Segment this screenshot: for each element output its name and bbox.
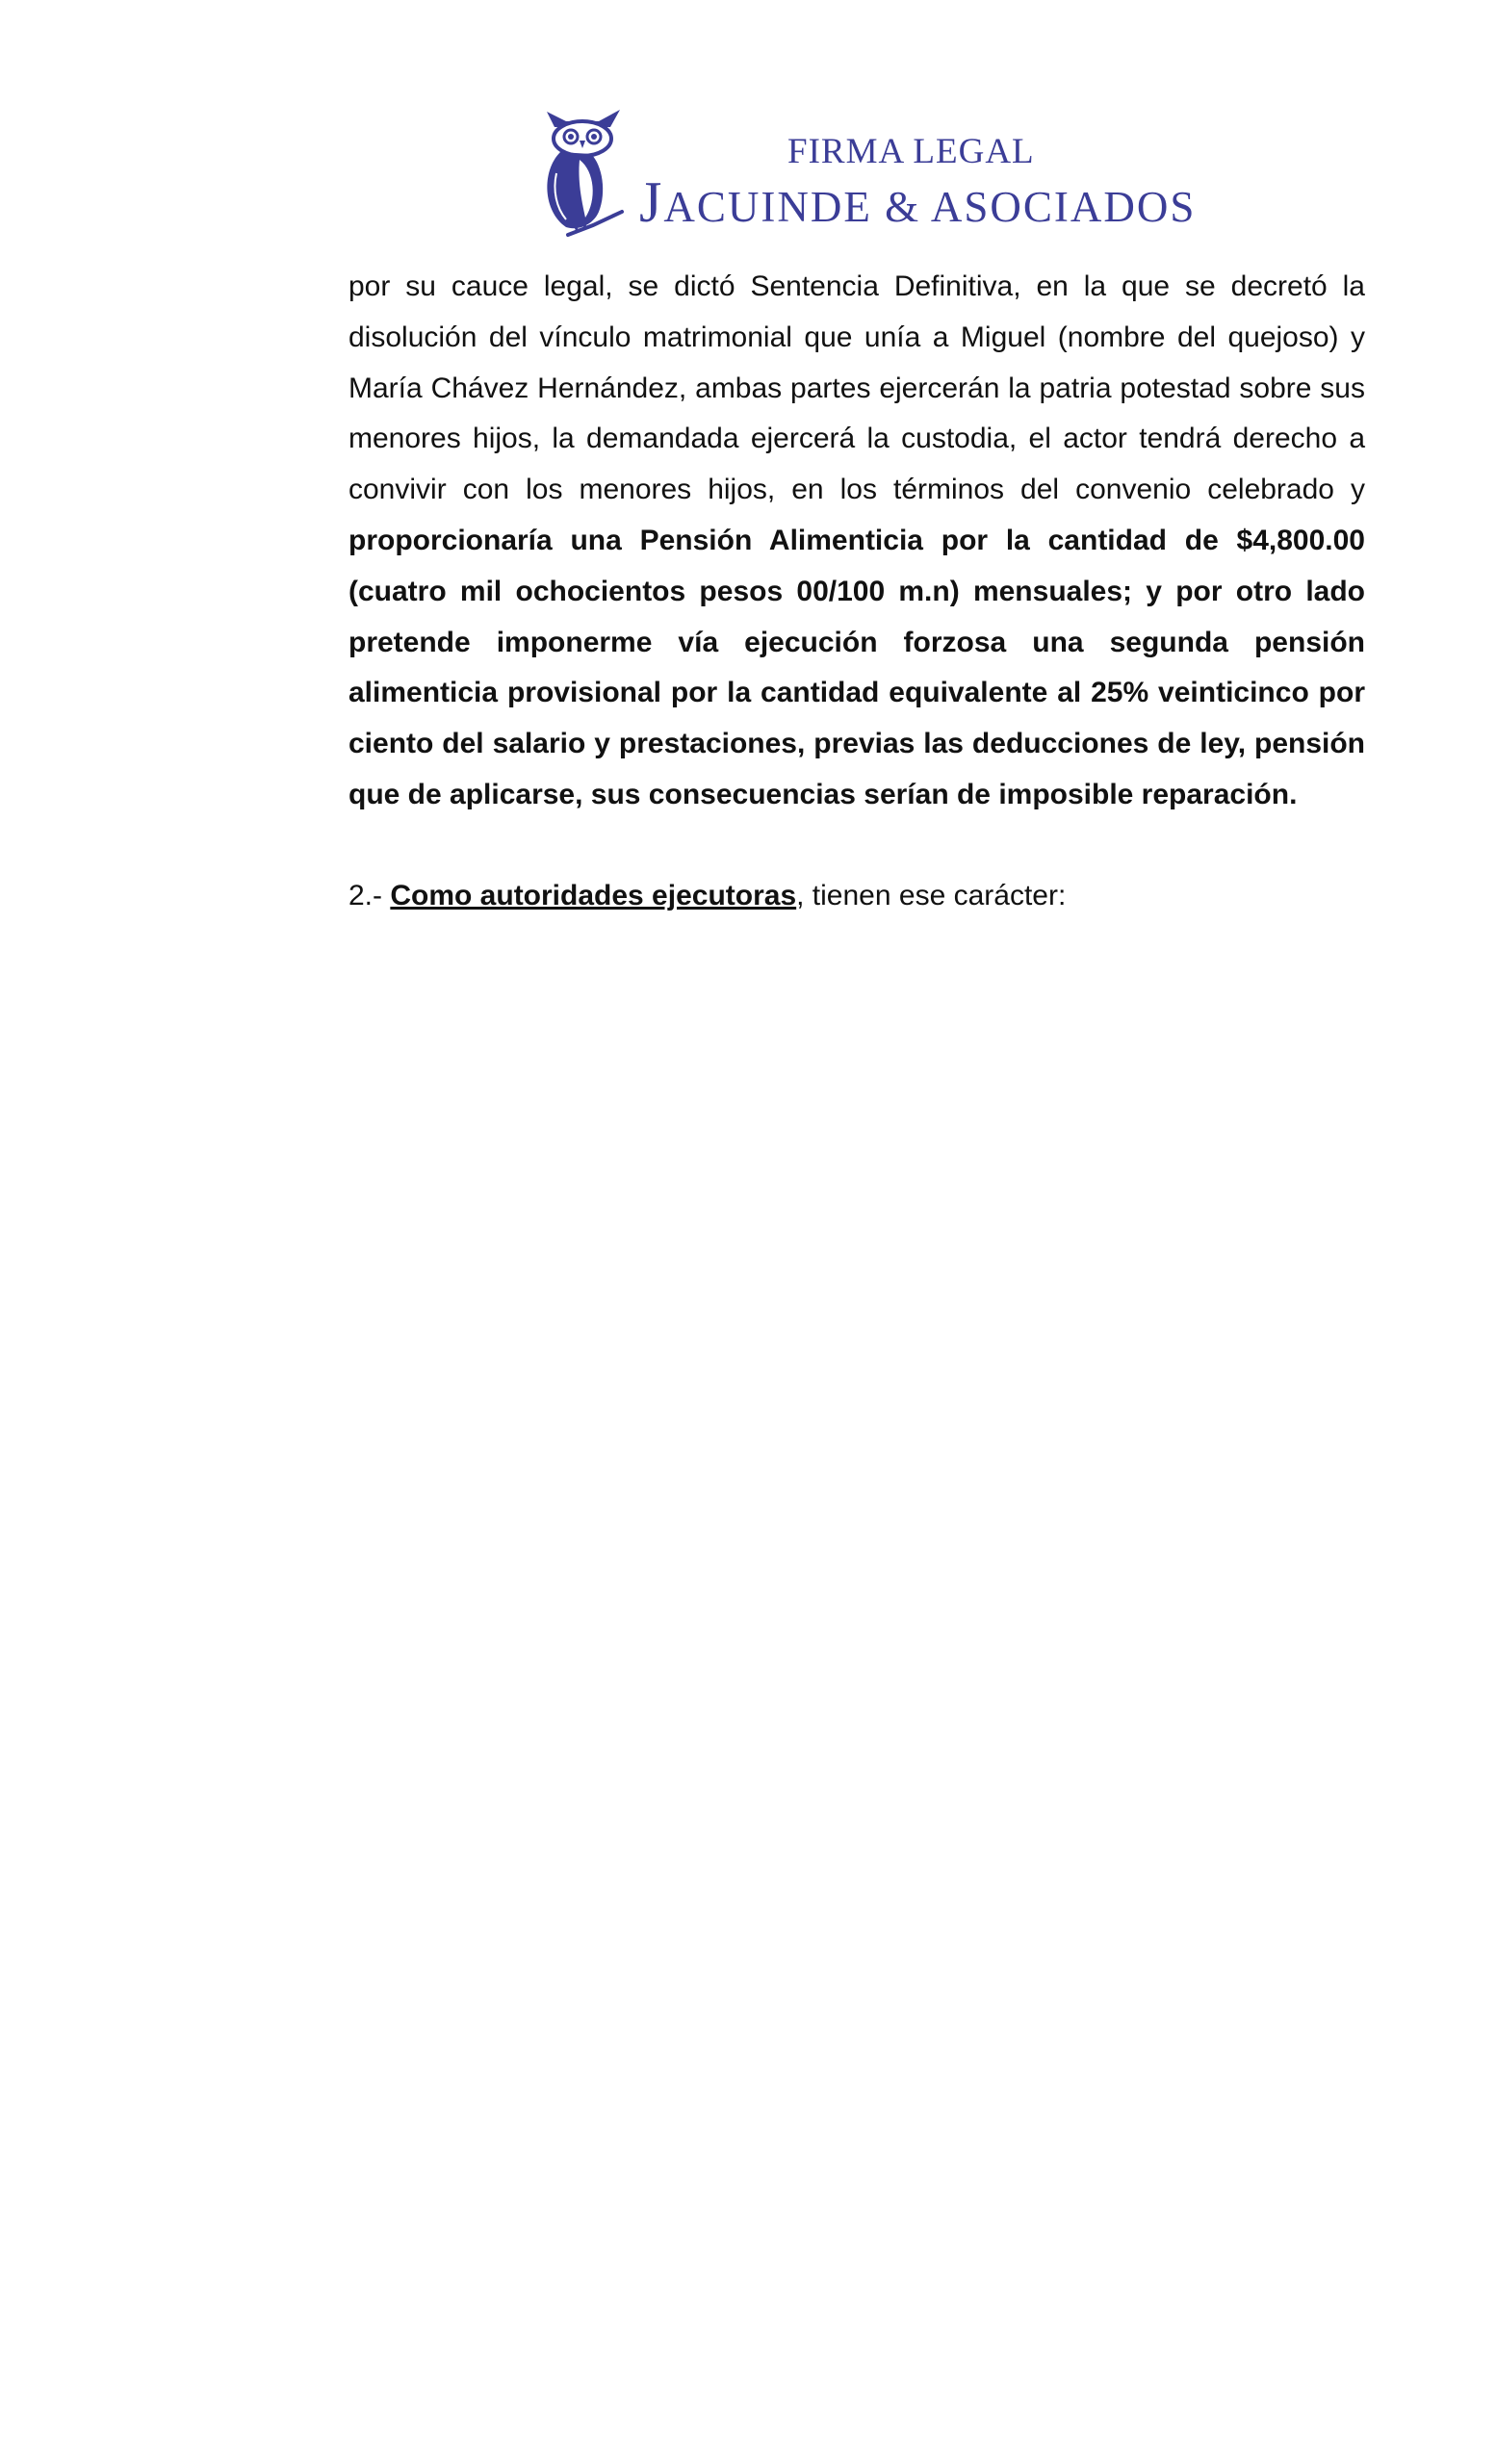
ruling-text: por su cauce legal, se dictó Sentencia Definitiva, en la que se decretó la disolución del vínculo matrimonial que unía a Miguel (nombre del quejoso) y María Chávez Hernández, ambas partes ejercerán la patria potestad sobre sus menores hijos, la demandada ejercerá la custodia, el actor tendrá derecho a convivir con los menores hijos, en los términos del convenio celebrado y bbox=[348, 270, 1365, 506]
item-number: 2.- bbox=[348, 879, 391, 911]
firm-subtitle: FIRMA LEGAL bbox=[787, 132, 1035, 171]
section-heading-rest: , tienen ese carácter: bbox=[796, 879, 1067, 911]
firm-name-rest: ACUINDE & ASOCIADOS bbox=[663, 183, 1197, 231]
owl-icon bbox=[539, 104, 626, 239]
firm-name-initial: J bbox=[639, 170, 664, 234]
document-body bbox=[348, 262, 1365, 922]
paragraph-executing-authorities bbox=[348, 871, 1365, 922]
paragraph-ruling bbox=[348, 262, 1365, 821]
letterhead bbox=[539, 104, 1232, 239]
ruling-text-bold: proporcionaría una Pensión Alimenticia por la cantidad de $4,800.00 (cuatro mil ochocientos pesos 00/100 m.n) mensuales; y por otro lado pretende imponerme vía ejecución forzosa una segunda pensión alimenticia provisional por la cantidad equivalente al 25% veinticinco por ciento del salario y prestaciones, previas las deducciones de ley, pensión que de aplicarse, sus consecuencias serían de imposible reparación. bbox=[348, 524, 1365, 810]
firm-name bbox=[639, 169, 1196, 236]
section-heading: Como autoridades ejecutoras bbox=[390, 879, 797, 911]
